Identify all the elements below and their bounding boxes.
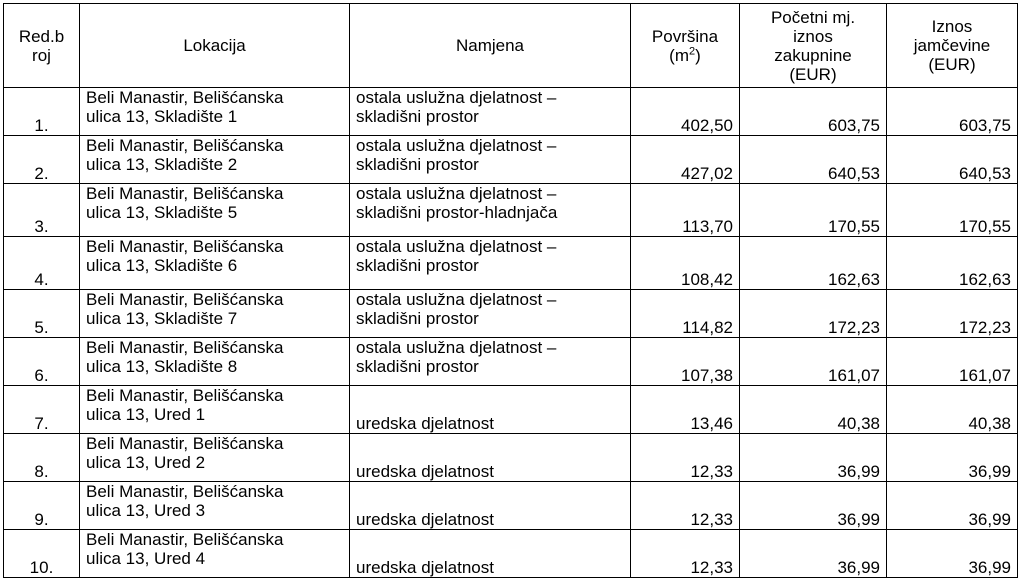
table-row bbox=[4, 338, 1018, 386]
location-cell bbox=[80, 338, 350, 386]
location-cell bbox=[80, 184, 350, 237]
deposit-cell bbox=[887, 386, 1018, 434]
deposit-value: 170,55 bbox=[959, 217, 1011, 236]
area-cell bbox=[631, 237, 740, 290]
deposit-value: 36,99 bbox=[968, 510, 1011, 529]
rent-cell bbox=[740, 237, 887, 290]
location-cell bbox=[80, 237, 350, 290]
purpose-line: skladišni prostor bbox=[356, 309, 479, 328]
table-row bbox=[4, 482, 1018, 530]
rent-cell bbox=[740, 530, 887, 578]
location-cell bbox=[80, 530, 350, 578]
rent-value: 36,99 bbox=[837, 558, 880, 577]
location-line: Beli Manastir, Belišćanska bbox=[86, 434, 284, 453]
location-line: Beli Manastir, Belišćanska bbox=[86, 338, 284, 357]
rent-cell bbox=[740, 290, 887, 338]
unit-exponent: 2 bbox=[689, 44, 696, 57]
row-number: 6. bbox=[34, 366, 49, 385]
rent-cell bbox=[740, 338, 887, 386]
row-number-cell bbox=[4, 530, 80, 578]
location-line: Beli Manastir, Belišćanska bbox=[86, 530, 284, 549]
table-row bbox=[4, 290, 1018, 338]
rent-value: 640,53 bbox=[828, 164, 880, 183]
rent-cell bbox=[740, 386, 887, 434]
deposit-value: 603,75 bbox=[959, 116, 1011, 135]
area-cell bbox=[631, 338, 740, 386]
location-line: ulica 13, Ured 4 bbox=[86, 549, 206, 568]
row-number-cell bbox=[4, 290, 80, 338]
purpose-cell bbox=[350, 482, 631, 530]
rent-cell bbox=[740, 482, 887, 530]
table-row bbox=[4, 434, 1018, 482]
table-row bbox=[4, 237, 1018, 290]
row-number-cell bbox=[4, 434, 80, 482]
area-value: 13,46 bbox=[690, 414, 733, 433]
location-line: Beli Manastir, Belišćanska bbox=[86, 88, 284, 107]
row-number: 7. bbox=[34, 414, 49, 433]
location-cell bbox=[80, 88, 350, 136]
table-row bbox=[4, 88, 1018, 136]
area-value: 108,42 bbox=[681, 270, 733, 289]
location-line: ulica 13, Skladište 7 bbox=[86, 309, 238, 328]
header-povrsina bbox=[631, 4, 740, 88]
rent-value: 36,99 bbox=[837, 462, 880, 481]
location-line: ulica 13, Ured 2 bbox=[86, 453, 206, 472]
table-row bbox=[4, 386, 1018, 434]
purpose-line: skladišni prostor bbox=[356, 357, 479, 376]
header-text: Lokacija bbox=[183, 36, 246, 55]
rental-table bbox=[3, 3, 1018, 578]
purpose-line: uredska djelatnost bbox=[356, 414, 494, 433]
area-cell bbox=[631, 530, 740, 578]
location-line: ulica 13, Skladište 2 bbox=[86, 155, 238, 174]
purpose-cell bbox=[350, 434, 631, 482]
deposit-cell bbox=[887, 88, 1018, 136]
location-line: Beli Manastir, Belišćanska bbox=[86, 386, 284, 405]
deposit-value: 161,07 bbox=[959, 366, 1011, 385]
location-line: Beli Manastir, Belišćanska bbox=[86, 237, 284, 256]
row-number-cell bbox=[4, 88, 80, 136]
header-text: Iznos bbox=[931, 17, 973, 36]
rent-value: 162,63 bbox=[828, 270, 880, 289]
rent-cell bbox=[740, 184, 887, 237]
deposit-value: 172,23 bbox=[959, 318, 1011, 337]
header-text: jamčevine bbox=[913, 36, 991, 55]
header-text: iznos bbox=[793, 26, 833, 46]
location-line: Beli Manastir, Belišćanska bbox=[86, 290, 284, 309]
deposit-cell bbox=[887, 184, 1018, 237]
location-cell bbox=[80, 434, 350, 482]
rent-value: 172,23 bbox=[828, 318, 880, 337]
location-line: ulica 13, Skladište 1 bbox=[86, 107, 238, 126]
purpose-cell bbox=[350, 290, 631, 338]
location-cell bbox=[80, 482, 350, 530]
row-number: 5. bbox=[34, 318, 49, 337]
purpose-line: uredska djelatnost bbox=[356, 558, 494, 577]
purpose-line: skladišni prostor-hladnjača bbox=[356, 203, 558, 222]
rent-cell bbox=[740, 88, 887, 136]
area-cell bbox=[631, 434, 740, 482]
header-text: Početni mj. bbox=[770, 7, 856, 27]
purpose-cell bbox=[350, 386, 631, 434]
row-number: 9. bbox=[34, 510, 49, 529]
header-text: roj bbox=[32, 45, 51, 65]
location-line: ulica 13, Skladište 8 bbox=[86, 357, 238, 376]
rent-value: 161,07 bbox=[828, 366, 880, 385]
purpose-cell bbox=[350, 530, 631, 578]
purpose-cell bbox=[350, 88, 631, 136]
deposit-cell bbox=[887, 530, 1018, 578]
row-number-cell bbox=[4, 136, 80, 184]
area-value: 107,38 bbox=[681, 366, 733, 385]
deposit-cell bbox=[887, 237, 1018, 290]
row-number-cell bbox=[4, 386, 80, 434]
deposit-value: 162,63 bbox=[959, 270, 1011, 289]
header-text: Površina bbox=[651, 26, 719, 46]
location-line: ulica 13, Skladište 5 bbox=[86, 203, 238, 222]
header-row bbox=[4, 4, 1018, 88]
rent-value: 40,38 bbox=[837, 414, 880, 433]
rent-value: 603,75 bbox=[828, 116, 880, 135]
header-text: zakupnine bbox=[774, 45, 852, 65]
area-value: 12,33 bbox=[690, 558, 733, 577]
header-unit: $(m^2)$ bbox=[669, 44, 701, 65]
location-cell bbox=[80, 386, 350, 434]
row-number: 8. bbox=[34, 462, 49, 481]
header-text: (EUR) bbox=[789, 64, 837, 84]
table-row bbox=[4, 184, 1018, 237]
purpose-line: ostala uslužna djelatnost – bbox=[356, 338, 557, 357]
purpose-line: uredska djelatnost bbox=[356, 462, 494, 481]
purpose-line: ostala uslužna djelatnost – bbox=[356, 136, 557, 155]
deposit-cell bbox=[887, 434, 1018, 482]
deposit-cell bbox=[887, 290, 1018, 338]
location-line: ulica 13, Ured 3 bbox=[86, 501, 206, 520]
purpose-cell bbox=[350, 136, 631, 184]
area-cell bbox=[631, 290, 740, 338]
row-number-cell bbox=[4, 184, 80, 237]
area-cell bbox=[631, 136, 740, 184]
purpose-cell bbox=[350, 184, 631, 237]
location-line: ulica 13, Skladište 6 bbox=[86, 256, 238, 275]
purpose-line: ostala uslužna djelatnost – bbox=[356, 237, 557, 256]
area-cell bbox=[631, 184, 740, 237]
purpose-line: skladišni prostor bbox=[356, 155, 479, 174]
table-row bbox=[4, 530, 1018, 578]
rent-cell bbox=[740, 434, 887, 482]
deposit-cell bbox=[887, 338, 1018, 386]
row-number: 4. bbox=[34, 270, 49, 289]
area-value: 402,50 bbox=[681, 116, 733, 135]
location-line: Beli Manastir, Belišćanska bbox=[86, 482, 284, 501]
area-value: 12,33 bbox=[690, 462, 733, 481]
deposit-value: 40,38 bbox=[968, 414, 1011, 433]
location-line: Beli Manastir, Belišćanska bbox=[86, 184, 284, 203]
row-number: 1. bbox=[34, 116, 49, 135]
header-namjena bbox=[350, 4, 631, 88]
deposit-cell bbox=[887, 482, 1018, 530]
purpose-line: ostala uslužna djelatnost – bbox=[356, 184, 557, 203]
row-number-cell bbox=[4, 482, 80, 530]
row-number-cell bbox=[4, 338, 80, 386]
purpose-line: uredska djelatnost bbox=[356, 510, 494, 529]
row-number: 3. bbox=[34, 217, 49, 236]
area-cell bbox=[631, 482, 740, 530]
unit-base: m bbox=[674, 45, 690, 65]
deposit-cell bbox=[887, 136, 1018, 184]
area-value: 12,33 bbox=[690, 510, 733, 529]
area-value: 427,02 bbox=[681, 164, 733, 183]
deposit-value: 36,99 bbox=[968, 558, 1011, 577]
rent-value: 170,55 bbox=[828, 217, 880, 236]
area-value: 113,70 bbox=[682, 217, 733, 236]
location-cell bbox=[80, 136, 350, 184]
header-lokacija bbox=[80, 4, 350, 88]
purpose-cell bbox=[350, 237, 631, 290]
location-line: ulica 13, Ured 1 bbox=[86, 405, 206, 424]
location-line: Beli Manastir, Belišćanska bbox=[86, 136, 284, 155]
row-number-cell bbox=[4, 237, 80, 290]
purpose-line: skladišni prostor bbox=[356, 256, 479, 275]
header-red-broj bbox=[4, 4, 80, 88]
area-cell bbox=[631, 386, 740, 434]
rent-cell bbox=[740, 136, 887, 184]
table-row bbox=[4, 136, 1018, 184]
purpose-line: skladišni prostor bbox=[356, 107, 479, 126]
header-pocetni-iznos bbox=[740, 4, 887, 88]
row-number: 2. bbox=[34, 164, 49, 183]
header-jamcevina bbox=[887, 4, 1018, 88]
header-text: Namjena bbox=[455, 36, 525, 55]
row-number: 10. bbox=[29, 558, 54, 577]
purpose-line: ostala uslužna djelatnost – bbox=[356, 88, 557, 107]
location-cell bbox=[80, 290, 350, 338]
purpose-line: ostala uslužna djelatnost – bbox=[356, 290, 557, 309]
area-cell bbox=[631, 88, 740, 136]
area-value: 114,82 bbox=[682, 318, 733, 337]
header-text: (EUR) bbox=[928, 55, 976, 74]
purpose-cell bbox=[350, 338, 631, 386]
deposit-value: 640,53 bbox=[959, 164, 1011, 183]
deposit-value: 36,99 bbox=[968, 462, 1011, 481]
header-text: Red.b bbox=[18, 26, 65, 46]
rent-value: 36,99 bbox=[837, 510, 880, 529]
